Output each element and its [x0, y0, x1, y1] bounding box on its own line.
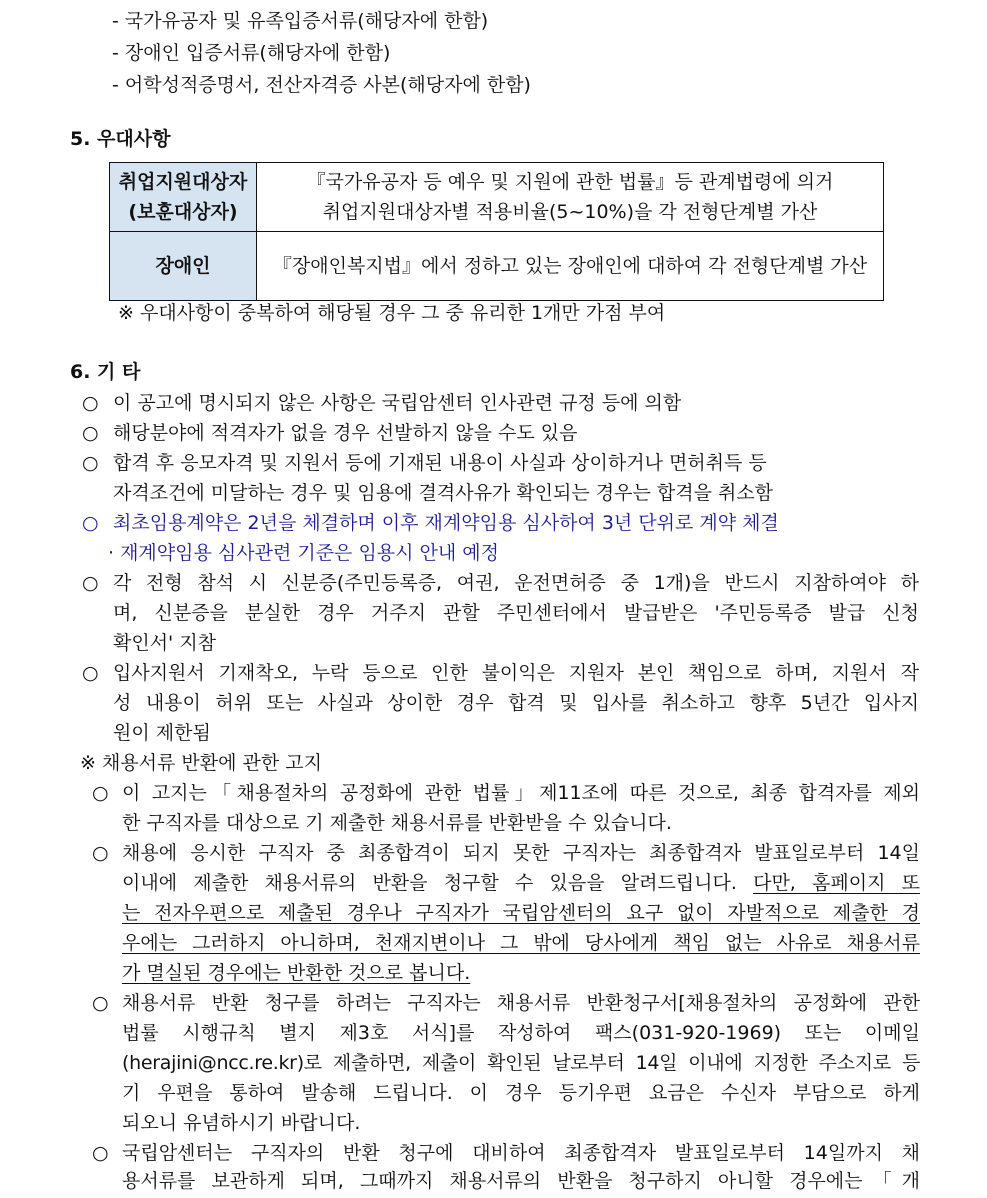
- notice-item: 이 고지는「채용절차의 공정화에 관한 법률」제11조에 따른 것으로, 최종 합격자를 제외: [122, 782, 920, 804]
- underlined-text: 다만, 홈페이지 또: [753, 872, 920, 894]
- bullet-icon: ○: [82, 452, 99, 474]
- notice-item-cont: (herajini@ncc.re.kr)로 제출하면, 제출이 확인된 날로부터 14일 이내에 지정한 주소지로 등: [122, 1052, 920, 1074]
- preference-table: [109, 162, 884, 301]
- table-content-cell: [257, 163, 884, 232]
- doc-item: - 어학성적증명서, 전산자격증 사본(해당자에 한함): [112, 74, 531, 96]
- notice-item-cont: 법률 시행규칙 별지 제3호 서식]를 작성하여 팩스(031-920-1969) 또는 이메일: [122, 1022, 920, 1044]
- bullet-icon: ○: [82, 662, 99, 684]
- list-item: 합격 후 응모자격 및 지원서 등에 기재된 내용이 사실과 상이하거나 면허취득 등: [113, 452, 767, 474]
- bullet-icon: ○: [82, 512, 99, 534]
- list-item: 입사지원서 기재착오, 누락 등으로 인한 불이익은 지원자 본인 책임으로 하며, 지원서 작: [113, 662, 919, 684]
- underlined-text: 는 전자우편으로 제출된 경우나 구직자가 국립암센터의 요구 없이 자발적으로 제출한 경: [122, 902, 920, 924]
- list-item: 최초임용계약은 2년을 체결하며 이후 재계약임용 심사하여 3년 단위로 계약 체결: [113, 512, 779, 534]
- notice-text: 이내에 제출한 채용서류의 반환을 청구할 수 있음을 알려드립니다.: [122, 872, 754, 894]
- doc-item: - 국가유공자 및 유족입증서류(해당자에 한함): [112, 10, 489, 32]
- table-content-cell: [257, 232, 884, 301]
- list-item-cont: 확인서' 지참: [113, 632, 217, 654]
- section-heading: 5. 우대사항: [70, 128, 171, 150]
- notice-item-cont: 되오니 유념하시기 바랍니다.: [122, 1112, 361, 1134]
- notice-item: 채용서류 반환 청구를 하려는 구직자는 채용서류 반환청구서[채용절차의 공정화에 관한: [122, 992, 920, 1014]
- header-line: 장애인: [155, 255, 211, 277]
- header-line: 취업지원대상자: [118, 171, 248, 193]
- bullet-icon: ○: [82, 572, 99, 594]
- list-item-cont: 며, 신분증을 분실한 경우 거주지 관할 주민센터에서 발급받은 '주민등록증 발급 신청: [113, 602, 919, 624]
- list-item: 해당분야에 적격자가 없을 경우 선발하지 않을 수도 있음: [113, 422, 578, 444]
- doc-item: - 장애인 입증서류(해당자에 한함): [112, 42, 391, 64]
- bullet-icon: ○: [92, 842, 109, 864]
- sub-item: · 재계약임용 심사관련 기준은 임용시 안내 예정: [108, 542, 500, 564]
- list-item-cont: 성 내용이 허위 또는 사실과 상이한 경우 합격 및 입사를 취소하고 향후 5년간 입사지: [113, 692, 919, 714]
- list-item: 각 전형 참석 시 신분증(주민등록증, 여권, 운전면허증 중 1개)을 반드시 지참하여야 하: [113, 572, 919, 594]
- bullet-icon: ○: [92, 782, 109, 804]
- bullet-icon: ○: [82, 422, 99, 444]
- notice-item-cont: 한 구직자를 대상으로 기 제출한 채용서류를 반환받을 수 있습니다.: [122, 812, 672, 834]
- notice-item: 국립암센터는 구직자의 반환 청구에 대비하여 최종합격자 발표일로부터 14일까지 채: [122, 1142, 920, 1164]
- bullet-icon: ○: [82, 392, 99, 414]
- bullet-icon: ○: [92, 1142, 109, 1164]
- notice-item-cont: 용서류를 보관하게 되며, 그때까지 채용서류의 반환을 청구하지 아니할 경우에는「개: [122, 1170, 920, 1192]
- notice-title: ※ 채용서류 반환에 관한 고지: [80, 752, 322, 774]
- list-item-cont: 자격조건에 미달하는 경우 및 임용에 결격사유가 확인되는 경우는 합격을 취소함: [113, 482, 774, 504]
- underlined-text: 가 멸실된 경우에는 반환한 것으로 봅니다.: [122, 962, 471, 984]
- bullet-icon: ○: [92, 992, 109, 1014]
- table-row: [110, 163, 884, 232]
- list-item-cont: 원이 제한됨: [113, 722, 211, 744]
- content-line: 취업지원대상자별 적용비율(5~10%)을 각 전형단계별 가산: [322, 201, 818, 223]
- list-item: 이 공고에 명시되지 않은 사항은 국립암센터 인사관련 규정 등에 의함: [113, 392, 682, 414]
- table-header-cell: [110, 163, 257, 232]
- underlined-text: 우에는 그러하지 아니하며, 천재지변이나 그 밖에 당사에게 책임 없는 사유로 채용서류: [122, 932, 920, 954]
- content-line: 『국가유공자 등 예우 및 지원에 관한 법률』등 관계법령에 의거: [306, 171, 834, 193]
- notice-item-cont: [122, 868, 920, 898]
- section-heading: 6. 기 타: [70, 361, 141, 383]
- table-row: [110, 232, 884, 301]
- notice-item-cont: 기 우편을 통하여 발송해 드립니다. 이 경우 등기우편 요금은 수신자 부담으로 하게: [122, 1082, 920, 1104]
- table-header-cell: [110, 232, 257, 301]
- content-line: 『장애인복지법』에서 정하고 있는 장애인에 대하여 각 전형단계별 가산: [272, 255, 868, 277]
- table-note: ※ 우대사항이 중복하여 해당될 경우 그 중 유리한 1개만 가점 부여: [118, 302, 666, 324]
- notice-item: 채용에 응시한 구직자 중 최종합격이 되지 못한 구직자는 최종합격자 발표일로부터 14일: [122, 842, 920, 864]
- header-line: (보훈대상자): [128, 201, 238, 223]
